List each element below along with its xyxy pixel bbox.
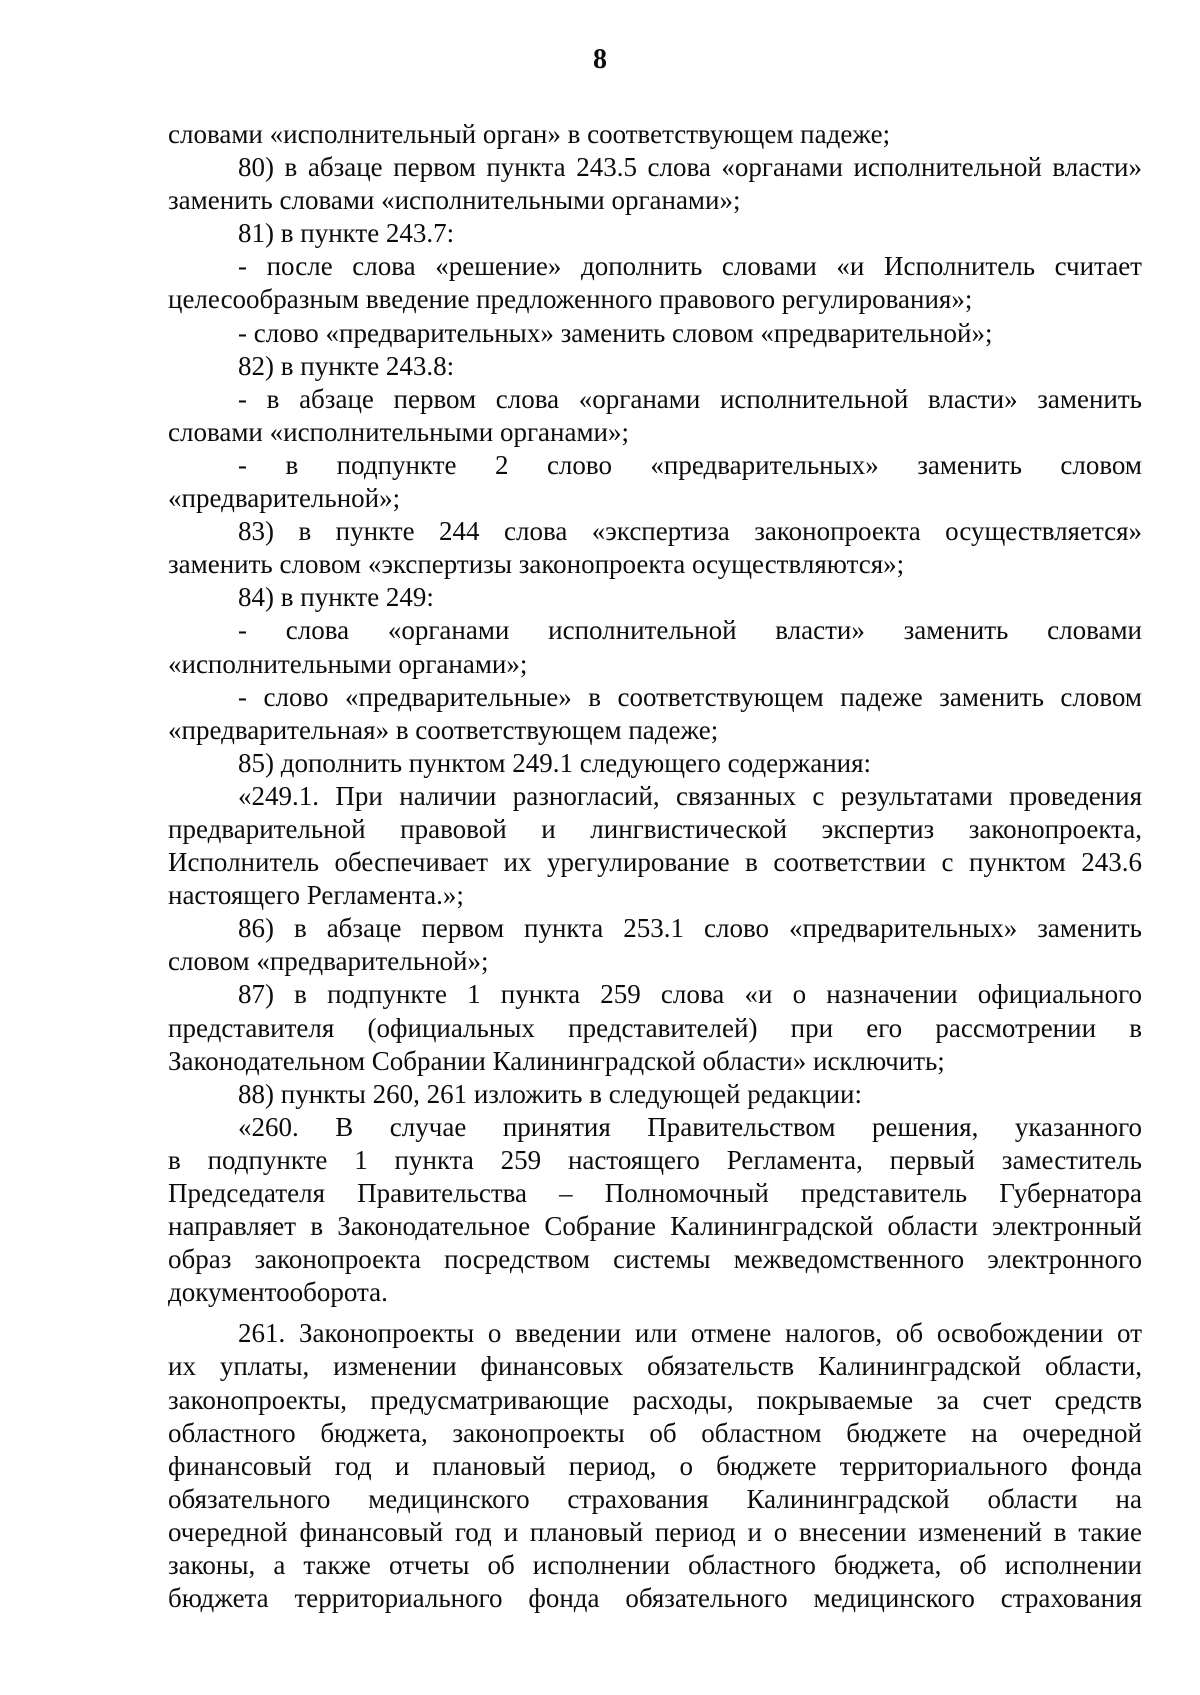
text-line: «предварительная» в соответствующем падеже; [168,714,719,745]
text-line: - после слова «решение» дополнить словами «и Исполнитель считает [238,251,1142,282]
text-line: 86) в абзаце первом пункта 253.1 слово «предварительных» заменить [238,913,1142,944]
text-line: 80) в абзаце первом пункта 243.5 слова «органами исполнительной власти» [238,152,1142,183]
text-line: заменить словом «экспертизы законопроекта осуществляются»; [168,549,905,580]
text-line: 261. Законопроекты о введении или отмене налогов, об освобождении от [238,1318,1142,1349]
text-line: целесообразным введение предложенного правового регулирования»; [168,284,973,315]
text-line: «260. В случае принятия Правительством решения, указанного [238,1111,1142,1142]
text-line: - слова «органами исполнительной власти» заменить словами [238,615,1142,646]
text-line: настоящего Регламента.»; [168,880,464,911]
text-line: их уплаты, изменении финансовых обязательств Калининградской области, [168,1351,1142,1382]
text-line: 82) в пункте 243.8: [238,350,455,381]
document-body [168,118,1142,1615]
text-line: словами «исполнительными органами»; [168,416,629,447]
text-line: очередной финансовый год и плановый период и о внесении изменений в такие [168,1516,1142,1547]
text-line: 87) в подпункте 1 пункта 259 слова «и о назначении официального [238,979,1142,1010]
text-line: Председателя Правительства – Полномочный представитель Губернатора [168,1178,1142,1208]
text-line: - в абзаце первом слова «органами исполнительной власти» заменить [238,383,1142,414]
text-line: 88) пункты 260, 261 изложить в следующей редакции: [238,1078,863,1109]
text-line: 85) дополнить пунктом 249.1 следующего содержания: [238,747,872,778]
text-line: обязательного медицинского страхования Калининградской области на [168,1483,1142,1514]
text-line: - слово «предварительных» заменить словом «предварительной»; [238,317,993,348]
text-line: Исполнитель обеспечивает их урегулирование в соответствии с пунктом 243.6 [168,847,1142,878]
text-line: 83) в пункте 244 слова «экспертиза законопроекта осуществляется» [238,516,1142,547]
text-line: «249.1. При наличии разногласий, связанных с результатами проведения [238,780,1142,811]
text-line: предварительной правовой и лингвистической экспертиз законопроекта, [168,813,1142,844]
text-line: законы, а также отчеты об исполнении областного бюджета, об исполнении [168,1550,1142,1581]
text-line: областного бюджета, законопроекты об областном бюджете на очередной [168,1417,1142,1448]
page-number: 8 [593,44,607,75]
text-line: финансовый год и плановый период, о бюджете территориального фонда [168,1450,1142,1481]
text-line: - слово «предварительные» в соответствующем падеже заменить словом [238,681,1142,712]
text-line: «предварительной»; [168,483,401,514]
text-line: документооборота. [168,1277,388,1308]
text-line: Законодательном Собрании Калининградской области» исключить; [168,1045,945,1076]
text-line: направляет в Законодательное Собрание Калининградской области электронный [168,1211,1142,1242]
text-line: бюджета территориального фонда обязательного медицинского страхования [168,1583,1142,1614]
text-line: заменить словами «исполнительными органами»; [168,185,741,216]
text-line: «исполнительными органами»; [168,648,528,679]
text-line: в подпункте 1 пункта 259 настоящего Регламента, первый заместитель [168,1144,1142,1175]
text-line: 81) в пункте 243.7: [238,218,455,249]
text-line: - в подпункте 2 слово «предварительных» заменить словом [238,449,1142,480]
text-line: образ законопроекта посредством системы межведомственного электронного [168,1244,1142,1275]
text-line: представителя (официальных представителей) при его рассмотрении в [168,1012,1142,1043]
text-line: словом «предварительной»; [168,946,489,977]
text-line: законопроекты, предусматривающие расходы, покрываемые за счет средств [168,1384,1142,1415]
text-line: 84) в пункте 249: [238,582,434,613]
text-line: словами «исполнительный орган» в соответствующем падеже; [168,119,891,149]
